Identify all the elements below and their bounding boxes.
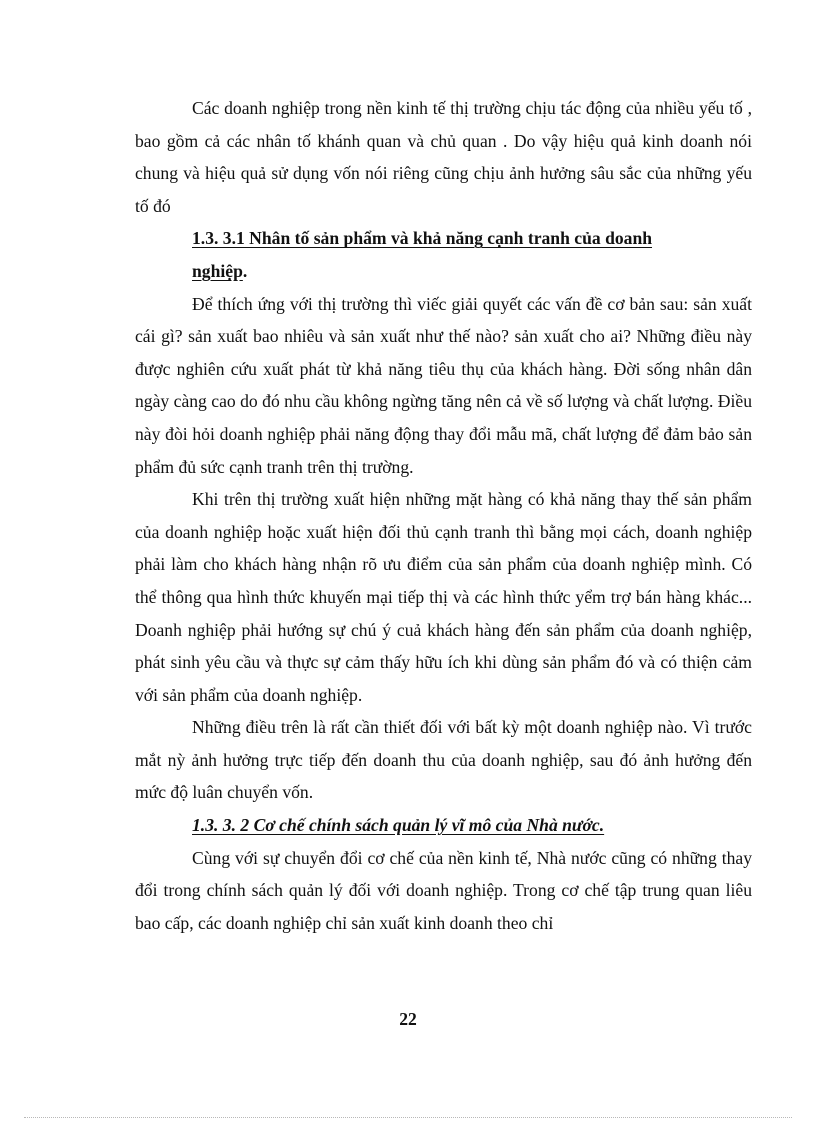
footer-divider — [24, 1117, 792, 1118]
section-heading-1-3-3-1: 1.3. 3.1 Nhân tố sản phẩm và khả năng cạnh tranh của doanh — [192, 228, 653, 249]
paragraph-competition: Khi trên thị trường xuất hiện những mặt hàng có khả năng thay thế sản phẩm của doanh nghiệp hoặc xuất hiện đối thủ cạnh tranh thì bằng mọi cách, doanh nghiệp phải làm cho khách hàng nhận rõ ưu điểm của sản phẩm của doanh nghiệp mình. Có thể thông qua hình thức khuyến mại tiếp thị và các hình thức yểm trợ bán hàng khác... Doanh nghiệp phải hướng sự chú ý cuả khách hàng đến sản phẩm của doanh nghiệp, phát sinh yêu cầu và thực sự cảm thấy hữu ích khi dùng sản phẩm đó và có thiện cảm với sản phẩm của doanh nghiệp. — [135, 489, 752, 705]
paragraph-necessity: Những điều trên là rất cần thiết đối với bất kỳ một doanh nghiệp nào. Vì trước mắt nỳ ảnh hưởng trực tiếp đến doanh thu của doanh nghiệp, sau đó ảnh hưởng đến mức độ luân chuyển vốn. — [135, 717, 752, 803]
section-heading-1-3-3-2: 1.3. 3. 2 Cơ chế chính sách quản lý vĩ mô của Nhà nước. — [192, 815, 605, 836]
page-body — [135, 92, 752, 939]
section-heading-1-3-3-1-word: nghiệp — [192, 260, 243, 281]
section-heading-1-3-3-1-cont — [135, 255, 752, 288]
paragraph-market-adaptation: Để thích ứng với thị trường thì viếc giải quyết các vấn đề cơ bản sau: sản xuất cái gì? sản xuất bao nhiêu và sản xuất như thế nào? sản xuất cho ai? Những điều này được nghiên cứu xuất phát từ khả năng tiêu thụ của khách hàng. Đời sống nhân dân ngày càng cao do đó nhu cầu không ngừng tăng nên cả về số lượng và chất lượng. Điều này đòi hỏi doanh nghiệp phải năng động thay đổi mẫu mã, chất lượng để đảm bảo sản phẩm đủ sức cạnh tranh trên thị trường. — [135, 293, 752, 477]
page-number: 22 — [399, 1009, 417, 1029]
paragraph-intro: Các doanh nghiệp trong nền kinh tế thị trường chịu tác động của nhiều yếu tố , bao gồm cả các nhân tố khánh quan và chủ quan . Do vậy hiệu quả kinh doanh nói chung và hiệu quả sử dụng vốn nói riêng cũng chịu ảnh hưởng sâu sắc của những yếu tố đó — [135, 98, 752, 216]
paragraph-policy: Cùng với sự chuyển đổi cơ chế của nền kinh tế, Nhà nước cũng có những thay đổi trong chính sách quản lý đối với doanh nghiệp. Trong cơ chế tập trung quan liêu bao cấp, các doanh nghiệp chỉ sản xuất kinh doanh theo chỉ — [135, 847, 752, 933]
section-heading-1-3-3-1-suffix: . — [242, 260, 248, 281]
